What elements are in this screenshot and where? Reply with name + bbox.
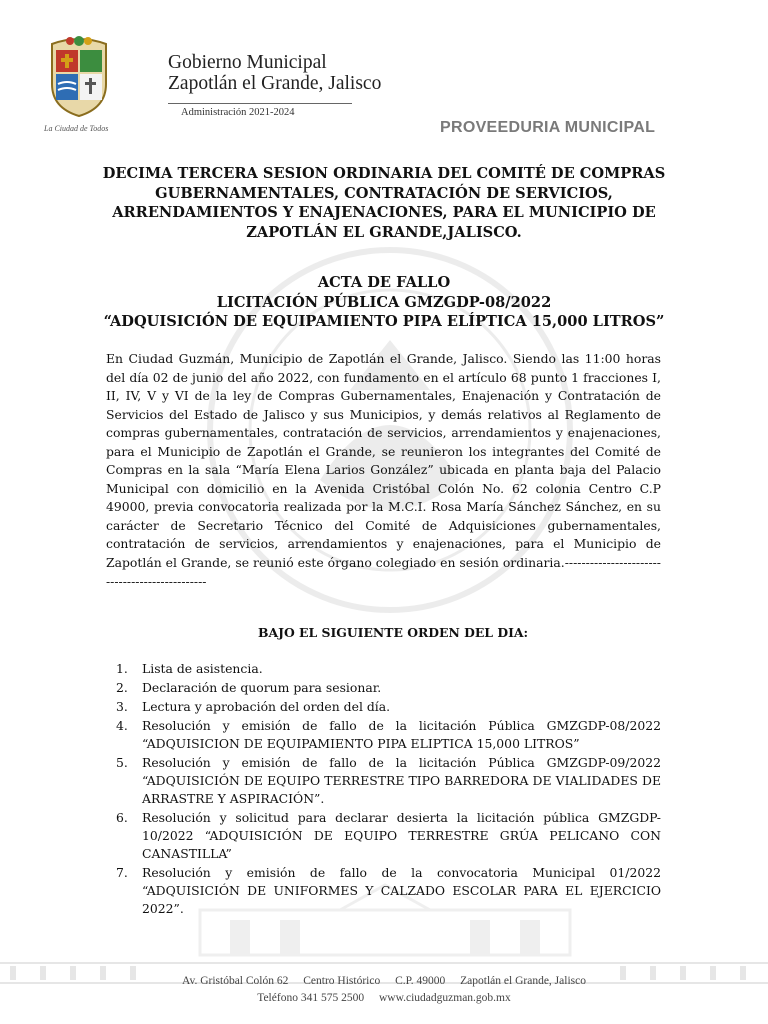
agenda-item-number: 2. [116, 680, 128, 695]
footer-address [0, 975, 768, 987]
administration-period: Administración 2021-2024 [181, 107, 295, 118]
footer-postal-code: C.P. 49000 [395, 975, 446, 987]
session-title [80, 164, 688, 242]
session-title-line: DECIMA TERCERA SESION ORDINARIA DEL COMITÉ DE COMPRAS [102, 165, 666, 182]
agenda-item-text: Resolución y emisión de fallo de la licitación Pública GMZGDP-08/2022 “ADQUISICION DE EQUIPAMIENTO PIPA ELIPTICA 15,000 LITROS” [142, 718, 661, 751]
session-title-line: ARRENDAMIENTOS Y ENAJENACIONES, PARA EL MUNICIPIO DE [112, 204, 656, 221]
agenda-item-number: 5. [116, 755, 128, 770]
acta-heading [60, 273, 708, 332]
footer-street: Av. Gristóbal Colón 62 [182, 975, 289, 987]
government-name-line1: Gobierno Municipal [168, 52, 327, 73]
footer-district: Centro Histórico [303, 975, 381, 987]
agenda-item [106, 679, 661, 697]
agenda-item-text: Lista de asistencia. [142, 661, 263, 676]
government-name-line2: Zapotlán el Grande, Jalisco [168, 73, 382, 94]
agenda-item-number: 3. [116, 699, 128, 714]
agenda-item-text: Lectura y aprobación del orden del día. [142, 699, 391, 714]
header-divider [168, 103, 352, 104]
agenda-item [106, 754, 661, 808]
agenda-item-text: Resolución y emisión de fallo de la convocatoria Municipal 01/2022 “ADQUISICIÓN DE UNIFORMES Y CALZADO ESCOLAR PARA EL EJERCICIO 2022”. [142, 865, 661, 916]
agenda-item-text: Resolución y solicitud para declarar desierta la licitación pública GMZGDP-10/2022 “ADQUISICIÓN DE EQUIPO TERRESTRE GRÚA PELICANO CON CANASTILLA” [142, 810, 661, 861]
footer-contact [0, 992, 768, 1004]
agenda-item [106, 660, 661, 678]
agenda-item-number: 6. [116, 810, 128, 825]
agenda-item [106, 864, 661, 918]
tender-subject: “ADQUISICIÓN DE EQUIPAMIENTO PIPA ELÍPTICA 15,000 LITROS” [103, 313, 665, 330]
session-title-line: GUBERNAMENTALES, CONTRATACIÓN DE SERVICIOS, [155, 184, 613, 202]
tender-number: LICITACIÓN PÚBLICA GMZGDP-08/2022 [216, 293, 552, 311]
session-title-line: ZAPOTLÁN EL GRANDE,JALISCO. [246, 223, 522, 241]
agenda-item-number: 1. [116, 661, 128, 676]
acta-type: ACTA DE FALLO [317, 274, 451, 291]
agenda-item-number: 7. [116, 865, 128, 880]
opening-paragraph: En Ciudad Guzmán, Municipio de Zapotlán el Grande, Jalisco. Siendo las 11:00 horas del día 02 de junio del año 2022, con fundamento en el artículo 68 punto 1 fracciones I, II, IV, V y VI de la ley de Compras Gubernamentales, Enajenación y Contratación de Servicios del Estado de Jalisco y sus Municipios, y demás relativos al Reglamento de compras gubernamentales, contratación de servicios, arrendamientos y enajenaciones, para el Municipio de Zapotlán el Grande, se reunieron los integrantes del Comité de Compras en la sala “María Elena Larios González” ubicada en planta baja del Palacio Municipal con domicilio en la Avenida Cristóbal Colón No. 62 colonia Centro C.P 49000, previa convocatoria realizada por la M.C.I. Rosa María Sánchez Sánchez, en su carácter de Secretario Técnico del Comité de Adquisiciones gubernamentales, contratación de servicios, arrendamientos y enajenaciones, para el Municipio de Zapotlán el Grande, se reunió este órgano colegiado en sesión ordinaria.----------------------------------------------- [106, 351, 661, 589]
footer-city: Zapotlán el Grande, Jalisco [460, 975, 586, 987]
agenda-item-text: Resolución y emisión de fallo de la licitación Pública GMZGDP-09/2022 “ADQUISICIÓN DE EQUIPO TERRESTRE TIPO BARREDORA DE VIALIDADES DE ARRASTRE Y ASPIRACIÓN”. [142, 755, 661, 806]
agenda-item [106, 809, 661, 863]
agenda-item-number: 4. [116, 718, 128, 733]
footer-website[interactable]: www.ciudadguzman.gob.mx [378, 992, 511, 1004]
logo-caption: La Ciudad de Todos [44, 124, 109, 133]
municipal-coat-of-arms-icon [44, 36, 114, 118]
agenda-item [106, 698, 661, 716]
footer-phone: Teléfono 341 575 2500 [257, 992, 365, 1004]
agenda-list [106, 660, 661, 919]
agenda-heading: BAJO EL SIGUIENTE ORDEN DEL DIA: [258, 625, 529, 640]
department-name: PROVEEDURIA MUNICIPAL [440, 119, 656, 136]
government-name [168, 52, 381, 94]
agenda-item-text: Declaración de quorum para sesionar. [142, 680, 382, 695]
agenda-item [106, 717, 661, 753]
